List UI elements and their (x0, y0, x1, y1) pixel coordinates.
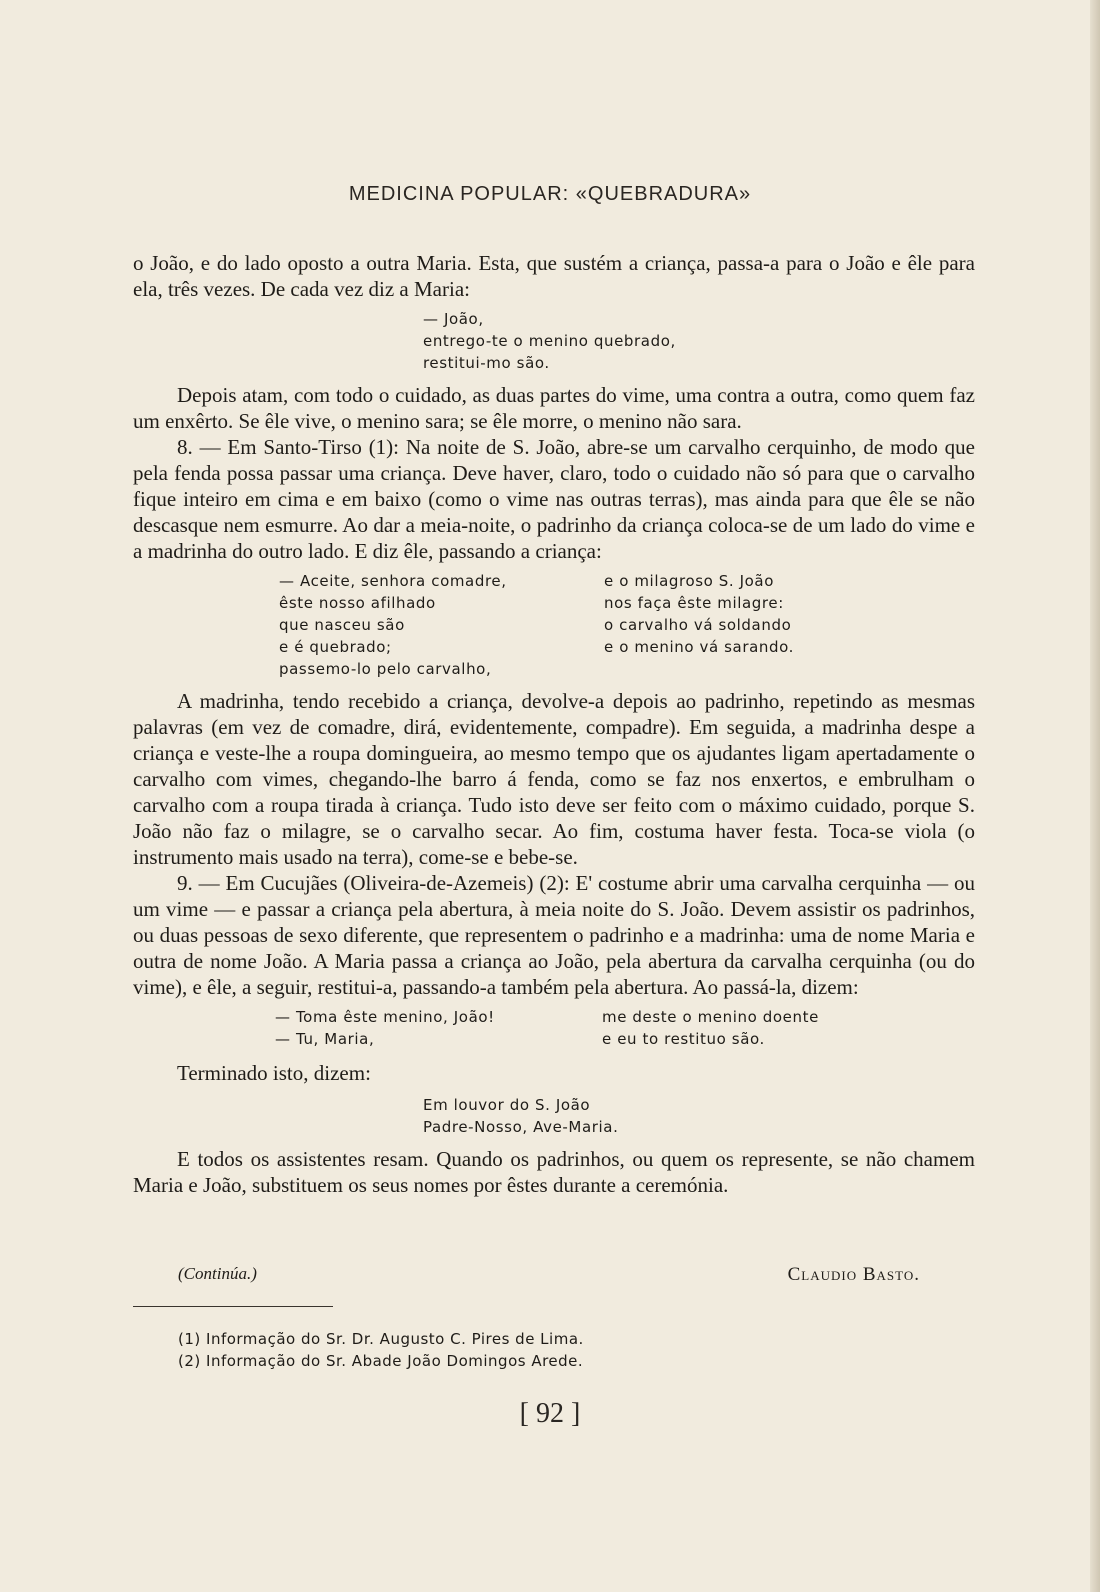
paragraph-4: A madrinha, tendo recebido a criança, devolve-a depois ao padrinho, repetindo as mesmas palavras (em vez de comadre, dirá, evidentemente, compadre). Em seguida, a madrinha despe a criança e veste-lhe a roupa domingueira, ao mesmo tempo que os ajudantes ligam apertadamente o carvalho com vimes, chegando-lhe barro á fenda, como se faz nos enxertos, e embrulham o carvalho com a roupa tirada à criança. Tudo isto deve ser feito com o máximo cuidado, porque S. João não faz o milagre, se o carvalho secar. Ao fim, costuma haver festa. Toca-se viola (o instrumento mais usado na terra), come-se e bebe-se. (133, 689, 975, 869)
verse-line: e o menino vá sarando. (604, 638, 795, 656)
verse-3-right (602, 1006, 819, 1050)
author-signature: Claudio Basto. (787, 1264, 920, 1285)
page-edge (1090, 0, 1100, 1592)
verse-2-left (279, 570, 604, 680)
verse-line: restitui-mo são. (423, 354, 550, 372)
paragraph-5: 9. — Em Cucujães (Oliveira-de-Azemeis) (2): E' costume abrir uma carvalha cerquinha — ou um vime — e passar a criança pela abertura, à meia noite do S. João. Devem assistir os padrinhos, ou duas pessoas de sexo diferente, que representem o padrinho e a madrinha: uma de nome Maria e outra de nome João. A Maria passa a criança ao João, pela abertura da carvalha cerquinha (ou do vime), e êle, a seguir, restitui-a, passando-a também pela abertura. Ao passá-la, dizem: (133, 871, 975, 999)
verse-line: — Aceite, senhora comadre, (279, 572, 507, 590)
verse-line: — Tu, Maria, (275, 1030, 375, 1048)
verse-line: e o milagroso S. João (604, 572, 775, 590)
verse-2-right (604, 570, 904, 680)
verse-line: me deste o menino doente (602, 1008, 819, 1026)
verse-3 (133, 1006, 975, 1050)
verse-line: — Toma êste menino, João! (275, 1008, 495, 1026)
verse-2 (133, 570, 975, 680)
verse-3-left (275, 1006, 602, 1050)
verse-line: êste nosso afilhado (279, 594, 436, 612)
verse-line: entrego-te o menino quebrado, (423, 332, 676, 350)
verse-line: Padre-Nosso, Ave-Maria. (423, 1118, 619, 1136)
verse-line: passemo-lo pelo carvalho, (279, 660, 492, 678)
verse-1 (423, 308, 975, 374)
paragraph-3: 8. — Em Santo-Tirso (1): Na noite de S. João, abre-se um carvalho cerquinho, de modo que pela fenda possa passar uma criança. Deve haver, claro, todo o cuidado não só para que o carvalho fique inteiro em cima e em baixo (como o vime nas outras terras), mas ainda para que êle se não descasque nem esmurre. Ao dar a meia-noite, o padrinho da criança coloca-se de um lado do vime e a madrinha do outro lado. E diz êle, passando a criança: (133, 435, 975, 563)
continua-note: (Continúa.) (178, 1264, 257, 1283)
paragraph-6: Terminado isto, dizem: (177, 1061, 371, 1085)
footnotes (178, 1328, 584, 1372)
verse-line: Em louvor do S. João (423, 1096, 591, 1114)
verse-line: e é quebrado; (279, 638, 392, 656)
footer-row (178, 1264, 920, 1286)
footnote-rule (133, 1306, 333, 1307)
main-text (133, 250, 975, 1198)
verse-line: que nasceu são (279, 616, 405, 634)
footnote: (1) Informação do Sr. Dr. Augusto C. Pires de Lima. (178, 1330, 584, 1348)
verse-4 (423, 1094, 975, 1138)
page-number: [ 92 ] (519, 1398, 581, 1429)
paragraph-7: E todos os assistentes resam. Quando os padrinhos, ou quem os represente, se não chamem Maria e João, substituem os seus nomes por êstes durante a ceremónia. (133, 1147, 975, 1197)
running-header: MEDICINA POPULAR: «QUEBRADURA» (348, 183, 752, 205)
paragraph-1: o João, e do lado oposto a outra Maria. Esta, que sustém a criança, passa-a para o João e êle para ela, três vezes. De cada vez diz a Maria: (133, 251, 975, 301)
verse-line: nos faça êste milagre: (604, 594, 784, 612)
verse-line: — João, (423, 310, 484, 328)
footnote: (2) Informação do Sr. Abade João Domingos Arede. (178, 1352, 584, 1370)
verse-line: e eu to restituo são. (602, 1030, 765, 1048)
verse-line: o carvalho vá soldando (604, 616, 792, 634)
paragraph-2: Depois atam, com todo o cuidado, as duas partes do vime, uma contra a outra, como quem faz um enxêrto. Se êle vive, o menino sara; se êle morre, o menino não sara. (133, 383, 975, 433)
